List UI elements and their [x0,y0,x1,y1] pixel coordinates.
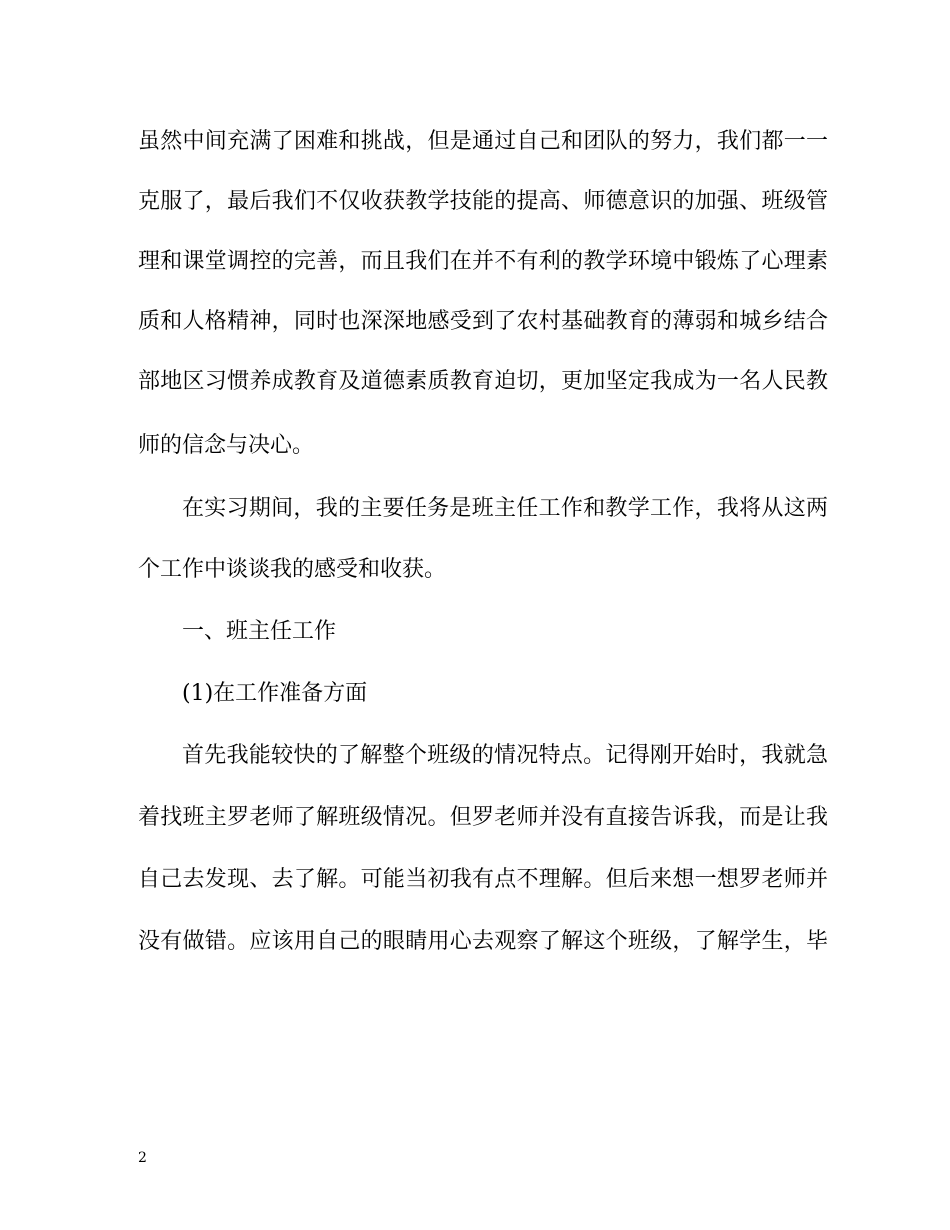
text-line-7: 在实习期间，我的主要任务是班主任工作和教学工作，我将从这两 [182,496,828,521]
section-heading: 一、班主任工作 [182,619,337,644]
text-line-2: 克服了，最后我们不仅收获教学技能的提高、师德意识的加强、班级管 [138,189,828,214]
text-line-6: 师的信念与决心。 [138,433,315,458]
text-line-4: 质和人格精神，同时也深深地感受到了农村基础教育的薄弱和城乡结合 [138,309,828,334]
text-line-5: 部地区习惯养成教育及道德素质教育迫切，更加坚定我成为一名人民教 [138,369,828,394]
text-line-14: 没有做错。应该用自己的眼睛用心去观察了解这个班级，了解学生，毕 [138,929,828,954]
text-line-12: 着找班主罗老师了解班级情况。但罗老师并没有直接告诉我，而是让我 [138,805,828,830]
subsection-heading: (1)在工作准备方面 [182,681,368,706]
page-number: 2 [138,1150,147,1166]
text-line-8: 个工作中谈谈我的感受和收获。 [138,557,447,582]
text-line-11: 首先我能较快的了解整个班级的情况特点。记得刚开始时，我就急 [182,743,828,768]
text-line-13: 自己去发现、去了解。可能当初我有点不理解。但后来想一想罗老师并 [138,867,828,892]
text-line-1: 虽然中间充满了困难和挑战，但是通过自己和团队的努力，我们都一一 [138,129,828,154]
text-line-3: 理和课堂调控的完善，而且我们在并不有利的教学环境中锻炼了心理素 [138,249,828,274]
